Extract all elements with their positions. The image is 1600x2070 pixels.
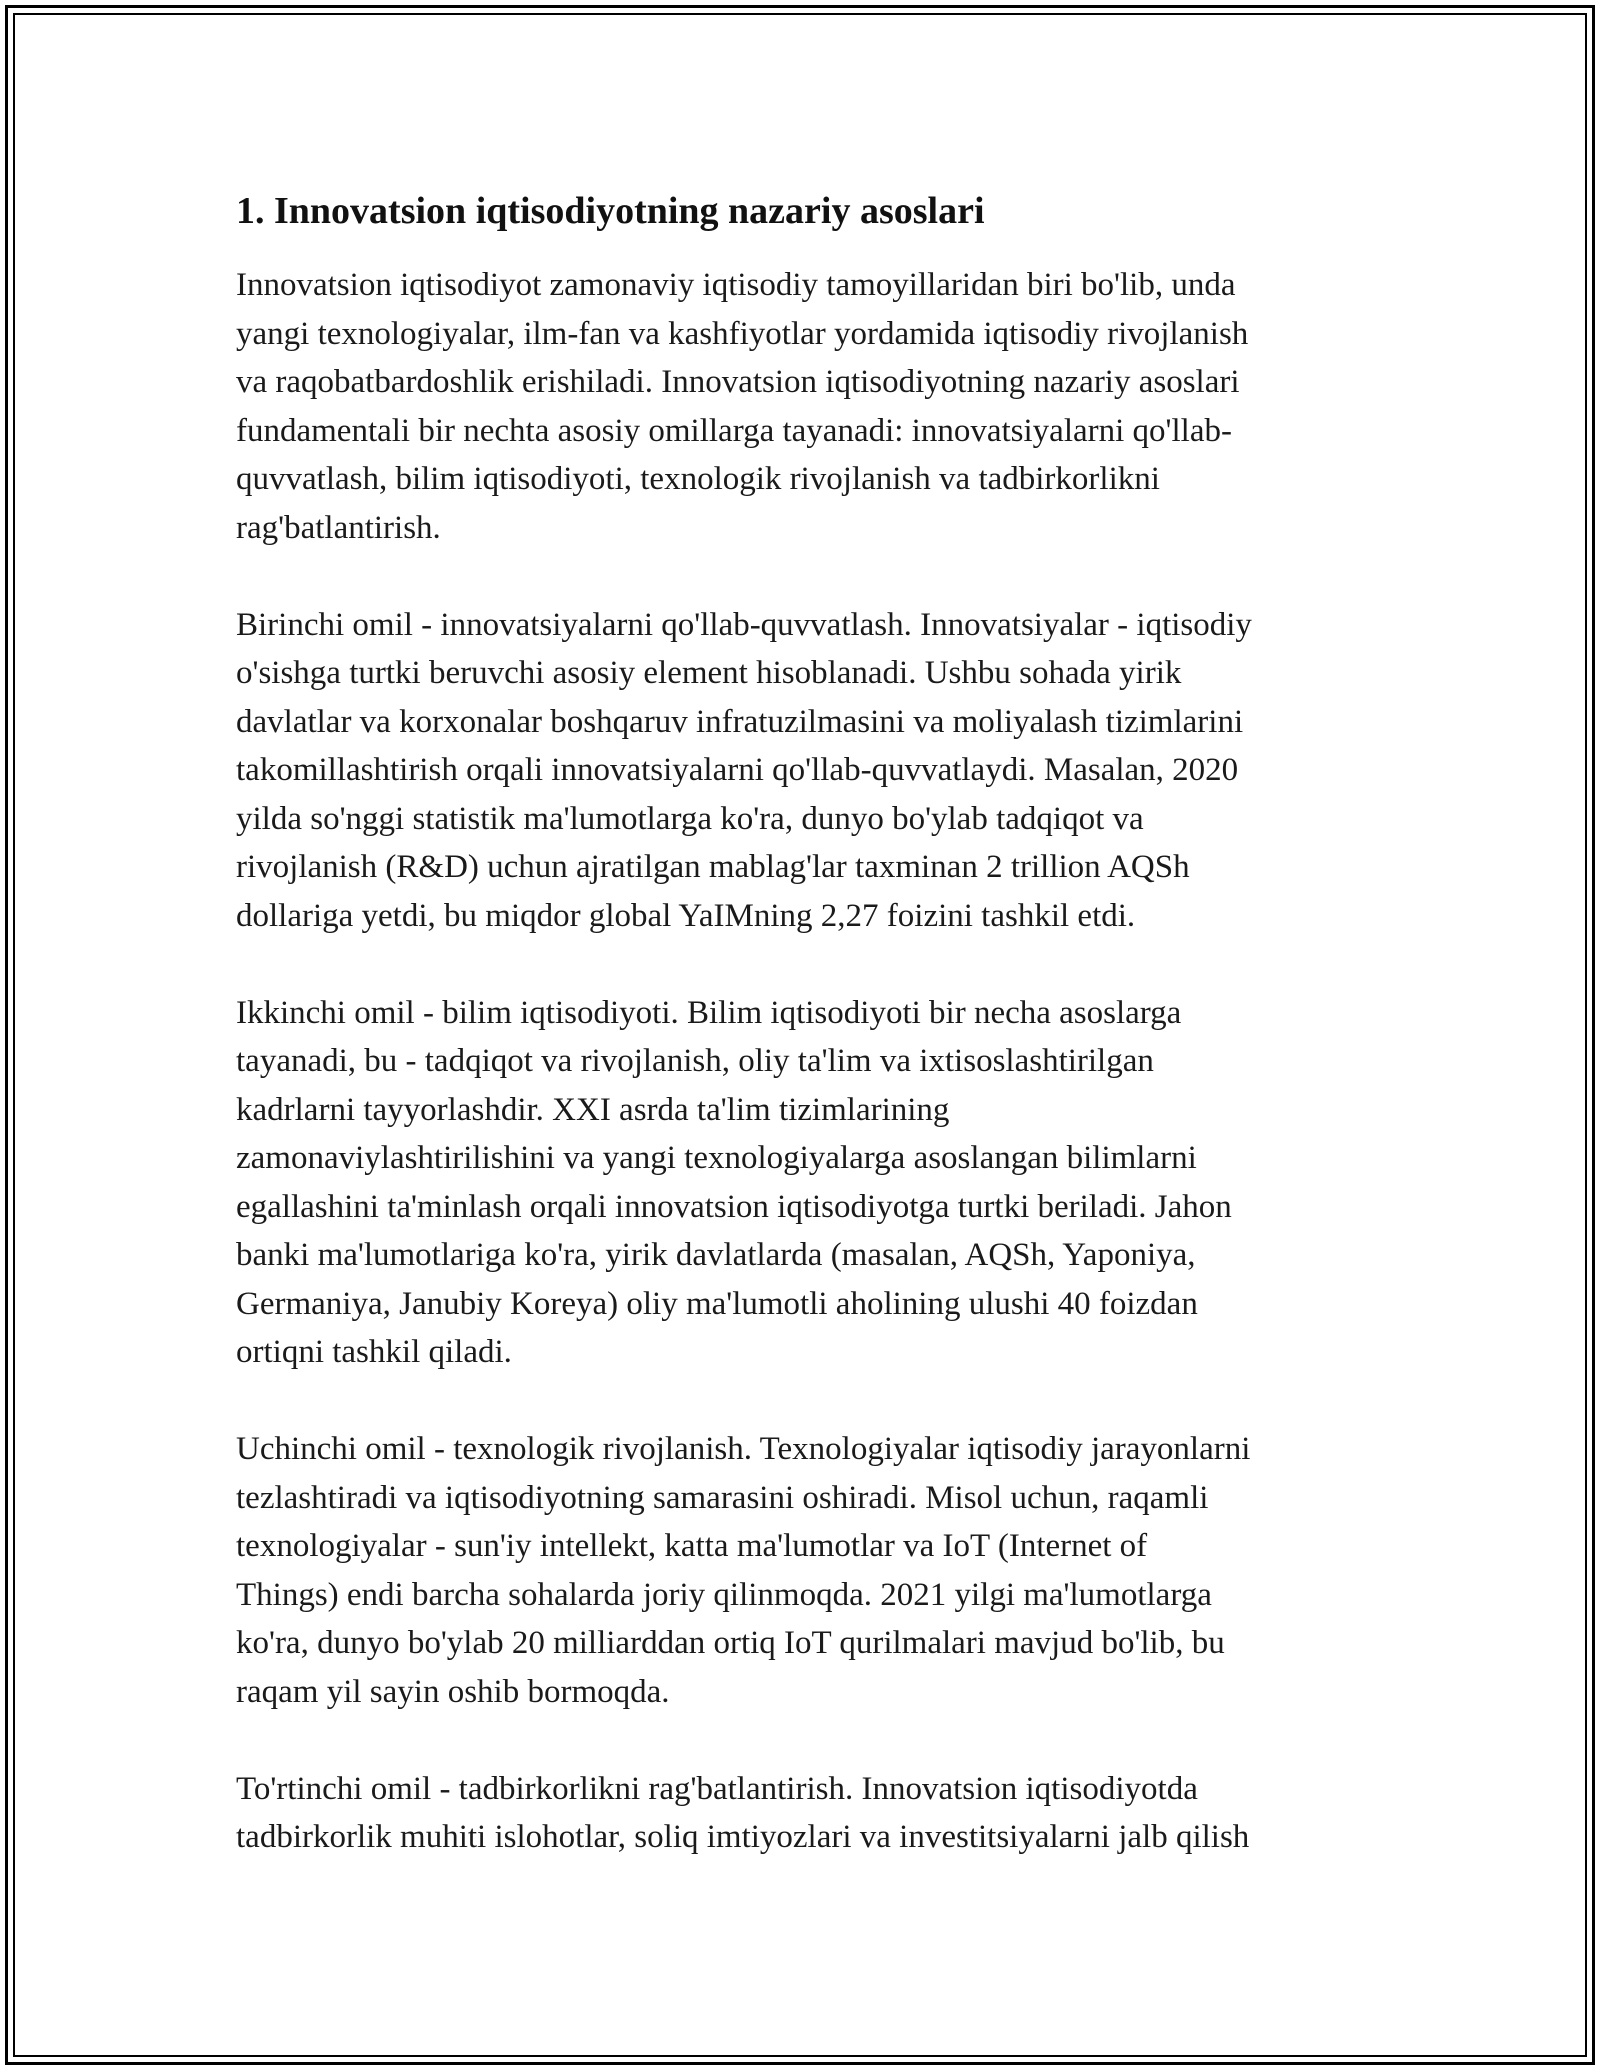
- paragraph-line: To'rtinchi omil - tadbirkorlikni rag'batlantirish. Innovatsion iqtisodiyotda: [236, 1770, 1198, 1807]
- paragraph-line: Uchinchi omil - texnologik rivojlanish. Texnologiyalar iqtisodiy jarayonlarni: [236, 1431, 1251, 1467]
- paragraph-line: banki ma'lumotlariga ko'ra, yirik davlatlarda (masalan, AQSh, Yaponiya,: [236, 1237, 1196, 1273]
- paragraph-first-factor: [236, 601, 1376, 941]
- paragraph-line: Things) endi barcha sohalarda joriy qilinmoqda. 2021 yilgi ma'lumotlarga: [236, 1576, 1212, 1613]
- paragraph-line: Ikkinchi omil - bilim iqtisodiyoti. Bilim iqtisodiyoti bir necha asoslarga: [236, 994, 1182, 1031]
- paragraph-line: raqam yil sayin oshib bormoqda.: [236, 1673, 670, 1710]
- paragraph-line: rivojlanish (R&D) uchun ajratilgan mablag'lar taxminan 2 trillion AQSh: [236, 849, 1190, 885]
- paragraph-line: quvvatlash, bilim iqtisodiyoti, texnologik rivojlanish va tadbirkorlikni: [236, 461, 1160, 497]
- paragraph-fourth-factor: [236, 1765, 1376, 1862]
- paragraph-line: Innovatsion iqtisodiyot zamonaviy iqtisodiy tamoyillaridan biri bo'lib, unda: [236, 267, 1236, 303]
- paragraph-line: dollariga yetdi, bu miqdor global YaIMning 2,27 foizini tashkil etdi.: [236, 897, 1136, 934]
- paragraph-line: ortiqni tashkil qiladi.: [236, 1334, 512, 1370]
- paragraph-line: yilda so'nggi statistik ma'lumotlarga ko'ra, dunyo bo'ylab tadqiqot va: [236, 800, 1144, 837]
- paragraph-line: fundamentali bir nechta asosiy omillarga tayanadi: innovatsiyalarni qo'llab-: [236, 412, 1232, 449]
- paragraph-third-factor: [236, 1425, 1376, 1716]
- paragraph-line: Birinchi omil - innovatsiyalarni qo'llab-quvvatlash. Innovatsiyalar - iqtisodiy: [236, 606, 1252, 643]
- paragraph-line: rag'batlantirish.: [236, 509, 441, 546]
- paragraph-line: texnologiyalar - sun'iy intellekt, katta ma'lumotlar va IoT (Internet of: [236, 1528, 1148, 1564]
- document-body: [236, 185, 1376, 1910]
- paragraph-line: tayanadi, bu - tadqiqot va rivojlanish, oliy ta'lim va ixtisoslashtirilgan: [236, 1043, 1154, 1079]
- paragraph-line: o'sishga turtki beruvchi asosiy element hisoblanadi. Ushbu sohada yirik: [236, 655, 1182, 691]
- paragraph-line: kadrlarni tayyorlashdir. XXI asrda ta'lim tizimlarining: [236, 1091, 950, 1128]
- paragraph-line: egallashini ta'minlash orqali innovatsion iqtisodiyotga turtki beriladi. Jahon: [236, 1188, 1232, 1225]
- paragraph-line: va raqobatbardoshlik erishiladi. Innovatsion iqtisodiyotning nazariy asoslari: [236, 364, 1240, 400]
- paragraph-second-factor: [236, 989, 1376, 1377]
- paragraph-line: yangi texnologiyalar, ilm-fan va kashfiyotlar yordamida iqtisodiy rivojlanish: [236, 315, 1249, 352]
- section-heading: 1. Innovatsion iqtisodiyotning nazariy asoslari: [236, 190, 985, 232]
- paragraph-line: Germaniya, Janubiy Koreya) oliy ma'lumotli aholining ulushi 40 foizdan: [236, 1285, 1198, 1322]
- paragraph-intro: [236, 261, 1376, 552]
- paragraph-line: ko'ra, dunyo bo'ylab 20 milliarddan ortiq IoT qurilmalari mavjud bo'lib, bu: [236, 1625, 1225, 1661]
- paragraph-line: tadbirkorlik muhiti islohotlar, soliq imtiyozlari va investitsiyalarni jalb qilish: [236, 1819, 1250, 1855]
- paragraph-line: takomillashtirish orqali innovatsiyalarni qo'llab-quvvatlaydi. Masalan, 2020: [236, 752, 1239, 788]
- paragraph-line: zamonaviylashtirilishini va yangi texnologiyalarga asoslangan bilimlarni: [236, 1140, 1197, 1176]
- paragraph-line: davlatlar va korxonalar boshqaruv infratuzilmasini va moliyalash tizimlarini: [236, 703, 1244, 740]
- paragraph-line: tezlashtiradi va iqtisodiyotning samarasini oshiradi. Misol uchun, raqamli: [236, 1479, 1209, 1516]
